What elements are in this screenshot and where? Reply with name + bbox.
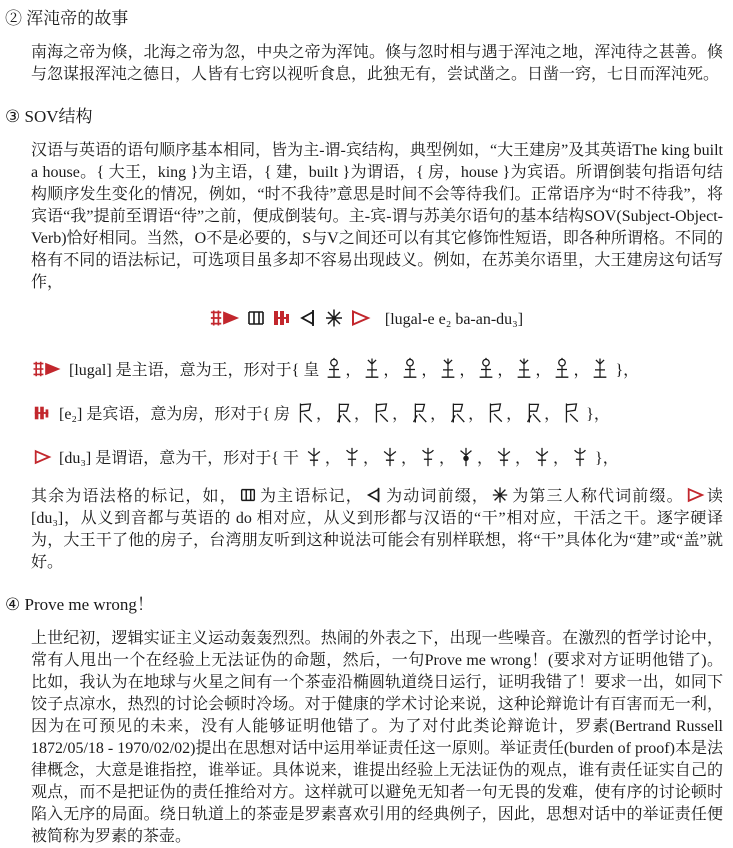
glyph-separator: ，	[515, 450, 532, 467]
glyph-separator: ，	[400, 450, 417, 467]
oracle-huang-glyph-icon	[324, 356, 344, 382]
oracle-huang-glyph-icon	[590, 356, 610, 382]
cuneiform-lugal-icon	[209, 308, 241, 328]
section4-heading: ④ Prove me wrong！	[5, 595, 154, 614]
glyph-separator: ，	[383, 362, 400, 379]
oracle-gan-glyph-icon	[570, 444, 590, 470]
glyph-separator: ，	[544, 406, 561, 423]
oracle-gan-glyph-icon	[304, 444, 324, 470]
oracle-fang-glyph-icon	[485, 400, 505, 426]
oracle-huang-glyph-icon	[362, 356, 382, 382]
glyph-separator: ，	[553, 450, 570, 467]
oracle-huang-glyph-icon	[514, 356, 534, 382]
tail-text: 读[du₃]，从义到音都与英语的 do 相对应，从义到形都与汉语的“干”相对应，干活之干。逐字硬译为，大王干了他的房子，台湾朋友听到这种说法可能会有别样联想，将“干”具体化为“建”或“盖”就好。	[31, 488, 723, 571]
cuneiform-an-icon	[489, 486, 511, 504]
glyph-separator: ，	[476, 450, 493, 467]
glyph-separator: ，	[316, 406, 333, 423]
cuneiform-e-icon	[245, 308, 267, 328]
oracle-fang-glyph-icon	[447, 400, 467, 426]
gloss-row-lugal	[31, 354, 727, 388]
cuneiform-transliteration: [lugal-e e₂ ba-an-du₃]	[384, 311, 524, 328]
oracle-gan-glyph-icon	[494, 444, 514, 470]
oracle-fang-glyph-icon	[371, 400, 391, 426]
cuneiform-e2-icon	[271, 308, 293, 328]
gloss-lugal-text: [lugal] 是主语，意为王，形对于{ 皇	[69, 362, 320, 379]
section2-heading: ② 浑沌帝的故事	[5, 9, 129, 28]
section3-paragraph: 汉语与英语的语句顺序基本相同，皆为主-谓-宾结构，典型例如，“大王建房”及其英语The king built a house。{ 大王，king }为主语，{ 建，built }为谓语，{ 房，house }为宾语。所谓倒装句指语句结构顺序发生变化的情况，例如，“时不我待”意思是时间不会等待我们。正常语序为“时不待我”，将宾语“我”提前至谓语“待”之前，便成倒装句。主-宾-谓与苏美尔语句的基本结构SOV(Subject-Object-Verb)恰好相同。当然，O不是必要的，S与V之间还可以有其它修饰性短语，即各种所谓格。不同的格有不同的语法标记，可选项目虽多却不容易出现歧义。例如，在苏美尔语里，大王建房这句话写作，	[31, 142, 723, 291]
oracle-gan-glyph-icon	[342, 444, 362, 470]
glyph-separator: ，	[345, 362, 362, 379]
glyph-separator: ，	[438, 450, 455, 467]
oracle-gan-glyph-icon	[532, 444, 552, 470]
cuneiform-du3-icon	[31, 448, 53, 466]
glyph-separator: ，	[573, 362, 590, 379]
gloss-du3-close: }，	[595, 450, 619, 467]
tail-text: 为第三人称代词前缀。	[511, 488, 684, 505]
tail-text: 为动词前缀，	[384, 488, 490, 505]
cuneiform-e-icon	[237, 486, 259, 504]
glyph-separator: ，	[430, 406, 447, 423]
oracle-fang-glyph-icon	[333, 400, 353, 426]
oracle-fang-glyph-icon	[409, 400, 429, 426]
gloss-du3-text: [du₃] 是谓语，意为干，形对于{ 干	[59, 450, 299, 467]
gloss-e2-text: [e₂] 是宾语，意为房，形对于{ 房	[59, 406, 291, 423]
cuneiform-ba-icon	[363, 486, 385, 504]
gloss-e2-close: }，	[586, 406, 610, 423]
oracle-huang-glyph-icon	[552, 356, 572, 382]
gloss-lugal-close: }，	[615, 362, 640, 379]
oracle-fang-glyph-icon	[295, 400, 315, 426]
section4-paragraph: 上世纪初，逻辑实证主义运动轰轰烈烈。热闹的外表之下，出现一些噪音。在激烈的哲学讨论中，常有人甩出一个在经验上无法证伪的命题，然后，一句Prove me wrong！(要求对方证明他错了)。比如，我认为在地球与火星之间有一个茶壶沿椭圆轨道绕日运行，证明我错了！要求一出，如同下饺子点凉水，热烈的讨论会顿时冷场。对于健康的学术讨论来说，这种论辩诡计有百害而无一利，因为在可预见的未来，没有人能够证明他错了。为了对付此类论辩诡计，罗素(Bertrand Russell 1872/05/18 - 1970/02/02)提出在思想对话中运用举证责任这一原则。举证责任(burden of proof)本是法律概念，大意是谁指控，谁举证。具体说来，谁提出经验上无法证伪的观点，谁有责任证实自己的观点，而不是把证伪的责任推给对方。这样就可以避免无知者一句无畏的发难，使有序的讨论顿时陷入无序的局面。绕日轨道上的茶壶是罗素喜欢引用的经典例子，因此，思想对话中的举证责任便被简称为罗素的茶壶。	[31, 630, 723, 845]
oracle-fang-glyph-icon	[561, 400, 581, 426]
cuneiform-ba-icon	[297, 308, 319, 328]
oracle-gan-glyph-icon	[456, 444, 476, 470]
glyph-separator: ，	[506, 406, 523, 423]
oracle-fang-glyph-icon	[523, 400, 543, 426]
tail-text: 其余为语法格的标记，如，	[31, 488, 237, 505]
oracle-huang-glyph-icon	[438, 356, 458, 382]
cuneiform-du3-icon	[684, 486, 706, 504]
glyph-separator: ，	[497, 362, 514, 379]
section3-heading: ③ SOV结构	[5, 107, 93, 126]
tail-text: 为主语标记，	[258, 488, 363, 505]
glyph-separator: ，	[535, 362, 552, 379]
oracle-gan-glyph-icon	[380, 444, 400, 470]
oracle-gan-glyph-icon	[418, 444, 438, 470]
gloss-row-du3	[31, 442, 727, 476]
glyph-separator: ，	[392, 406, 409, 423]
section3-tail-paragraph	[31, 486, 723, 574]
glyph-separator: ，	[324, 450, 341, 467]
oracle-huang-glyph-icon	[476, 356, 496, 382]
gloss-row-e2	[31, 398, 727, 432]
glyph-separator: ，	[421, 362, 438, 379]
cuneiform-du3-icon	[349, 308, 371, 328]
cuneiform-e2-icon	[31, 404, 53, 422]
oracle-huang-glyph-icon	[400, 356, 420, 382]
glyph-separator: ，	[468, 406, 485, 423]
glyph-separator: ，	[459, 362, 476, 379]
cuneiform-sentence	[5, 308, 727, 334]
glyph-separator: ，	[354, 406, 371, 423]
cuneiform-an-icon	[323, 308, 345, 328]
glyph-separator: ，	[362, 450, 379, 467]
section2-paragraph: 南海之帝为倏，北海之帝为忽，中央之帝为浑饨。倏与忽时相与遇于浑沌之地，浑沌待之甚善。倏与忽谋报浑沌之德日，人皆有七窍以视听食息，此独无有，尝试凿之。日凿一窍，七日而浑沌死。	[31, 44, 723, 83]
cuneiform-lugal-icon	[31, 360, 63, 378]
